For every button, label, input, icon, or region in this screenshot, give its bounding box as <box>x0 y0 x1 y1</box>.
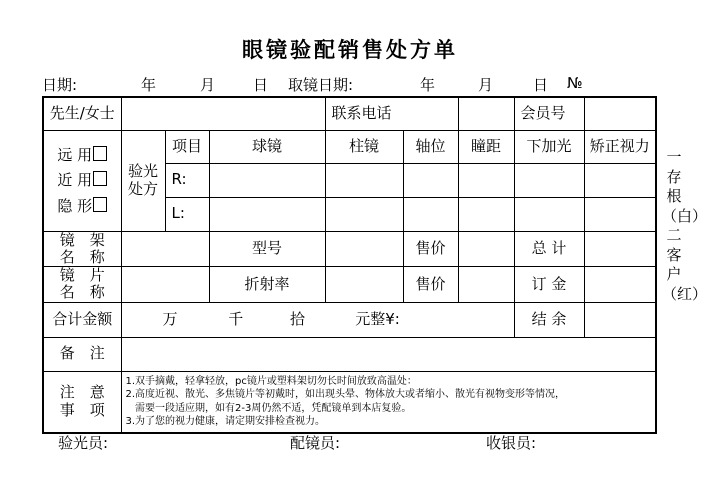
cashier-label: 收银员: <box>486 434 537 452</box>
r-va[interactable] <box>584 163 656 197</box>
lens-name-field[interactable] <box>121 267 209 303</box>
notice-line: 需要一段适应期，如有2-3周仍然不适，凭配镜单到本店复验。 <box>125 402 412 414</box>
frame-name-label: 镜 架 名 称 <box>43 231 121 267</box>
r-pd[interactable] <box>458 163 514 197</box>
fitter-label: 配镜员: <box>290 434 341 452</box>
contact-checkbox[interactable] <box>93 197 107 212</box>
form-title: 眼镜验配销售处方单 <box>242 38 458 62</box>
unit-qian: 千 <box>228 309 244 328</box>
left-eye-label: L: <box>165 197 209 231</box>
l-pd[interactable] <box>458 197 514 231</box>
r-axis[interactable] <box>403 163 458 197</box>
remarks-label: 备 注 <box>43 337 121 371</box>
usage-options <box>43 130 121 231</box>
lens-price-label: 售价 <box>403 267 458 303</box>
model-label: 型号 <box>209 231 325 267</box>
right-eye-label: R: <box>165 163 209 197</box>
copy-note-vertical: 一存根（白）二客户（红） <box>662 148 707 303</box>
l-sphere[interactable] <box>209 197 325 231</box>
prescription-form <box>42 96 657 434</box>
sum-label: 合计金额 <box>43 302 121 337</box>
notice-line: 2.高度近视、散光、多焦镜片等初戴时，如出现头晕、物体放大或者缩小、散光有视物变形等情况， <box>125 389 566 400</box>
col-cylinder: 柱镜 <box>325 130 403 163</box>
optometrist-label: 验光员: <box>58 434 109 452</box>
pickup-year: 年 <box>420 76 436 94</box>
customer-field[interactable] <box>121 97 325 130</box>
refractive-field[interactable] <box>325 267 403 303</box>
near-checkbox[interactable] <box>93 171 107 186</box>
notice-line: 1.双手摘戴，轻拿轻放，pc镜片或塑料架切勿长时间放致高温处： <box>125 375 417 387</box>
notice-label: 注 意 事 项 <box>43 371 121 433</box>
model-field[interactable] <box>325 231 403 267</box>
frame-price-label: 售价 <box>403 231 458 267</box>
l-va[interactable] <box>584 197 656 231</box>
r-add[interactable] <box>514 163 584 197</box>
customer-label: 先生/女士 <box>43 97 121 130</box>
balance-field[interactable] <box>584 302 656 337</box>
option-distance: 远 用 <box>44 146 121 164</box>
col-pd: 瞳距 <box>458 130 514 163</box>
pickup-date-label: 取镜日期: <box>288 76 354 94</box>
col-add: 下加光 <box>514 130 584 163</box>
member-label: 会员号 <box>514 97 584 130</box>
balance-label: 结 余 <box>514 302 584 337</box>
col-va: 矫正视力 <box>584 130 656 163</box>
phone-field[interactable] <box>458 97 514 130</box>
l-axis[interactable] <box>403 197 458 231</box>
phone-label: 联系电话 <box>325 97 458 130</box>
col-item: 项目 <box>165 130 209 163</box>
date-year: 年 <box>141 76 157 94</box>
notice-text <box>121 371 656 433</box>
total-field[interactable] <box>584 231 656 267</box>
option-contact: 隐 形 <box>44 197 121 215</box>
r-cylinder[interactable] <box>325 163 403 197</box>
total-label: 总 计 <box>514 231 584 267</box>
unit-shi: 拾 <box>290 309 306 328</box>
number-symbol: № <box>567 74 583 92</box>
unit-yuan: 元整¥: <box>355 309 400 328</box>
notice-line: 3.为了您的视力健康，请定期安排检查视力。 <box>125 416 326 427</box>
pickup-month: 月 <box>478 76 494 94</box>
pickup-day: 日 <box>533 76 549 94</box>
frame-name-field[interactable] <box>121 231 209 267</box>
date-month: 月 <box>200 76 216 94</box>
member-field[interactable] <box>584 97 656 130</box>
deposit-label: 订 金 <box>514 267 584 303</box>
col-axis: 轴位 <box>403 130 458 163</box>
r-sphere[interactable] <box>209 163 325 197</box>
lens-name-label: 镜 片 名 称 <box>43 267 121 303</box>
l-add[interactable] <box>514 197 584 231</box>
sum-field[interactable] <box>121 302 514 337</box>
distance-checkbox[interactable] <box>93 146 107 161</box>
date-label: 日期: <box>42 76 78 94</box>
unit-wan: 万 <box>162 309 178 328</box>
deposit-field[interactable] <box>584 267 656 303</box>
l-cylinder[interactable] <box>325 197 403 231</box>
remarks-field[interactable] <box>121 337 656 371</box>
prescription-label: 验光 处方 <box>121 130 165 231</box>
date-day: 日 <box>253 76 269 94</box>
frame-price-field[interactable] <box>458 231 514 267</box>
refractive-label: 折射率 <box>209 267 325 303</box>
col-sphere: 球镜 <box>209 130 325 163</box>
option-near: 近 用 <box>44 171 121 189</box>
lens-price-field[interactable] <box>458 267 514 303</box>
